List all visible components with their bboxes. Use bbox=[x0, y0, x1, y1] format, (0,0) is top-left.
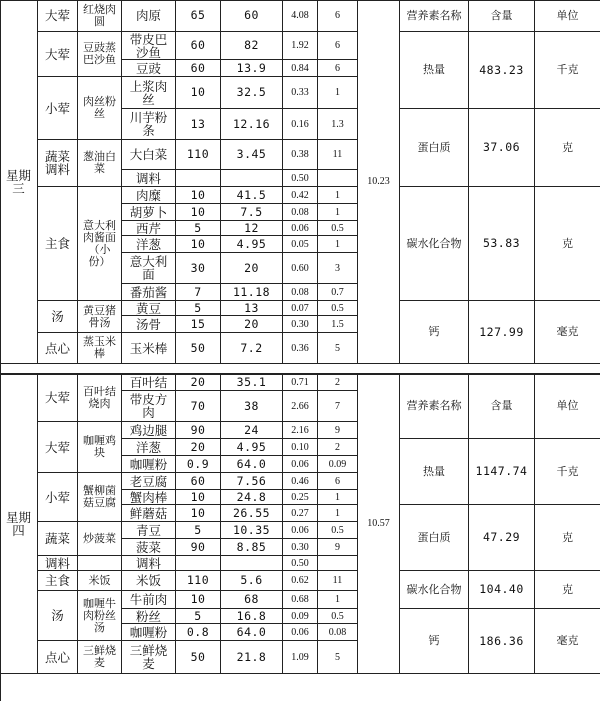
ingredient-cost: 0.06 bbox=[283, 624, 318, 641]
unit-price: 13 bbox=[221, 301, 283, 316]
ingredient-cost: 0.42 bbox=[283, 187, 318, 204]
ingredient-quantity: 10 bbox=[176, 187, 221, 204]
ingredient-cost: 0.50 bbox=[283, 556, 318, 571]
unit-price: 20 bbox=[221, 316, 283, 333]
ingredient-cost: 0.84 bbox=[283, 60, 318, 77]
ingredient-count: 3 bbox=[318, 253, 358, 284]
dish-name bbox=[78, 556, 122, 571]
dish-name: 豆豉蒸 巴沙鱼 bbox=[78, 32, 122, 77]
ingredient-cost: 0.06 bbox=[283, 522, 318, 539]
ingredient-quantity: 60 bbox=[176, 60, 221, 77]
unit-price: 7.56 bbox=[221, 473, 283, 490]
nutrient-unit: 克 bbox=[535, 187, 600, 301]
meal-category: 点心 bbox=[38, 333, 78, 364]
unit-price: 24.8 bbox=[221, 490, 283, 505]
ingredient-count: 5 bbox=[318, 333, 358, 364]
ingredient-name: 咖喱粉 bbox=[122, 624, 176, 641]
ingredient-cost: 0.30 bbox=[283, 539, 318, 556]
ingredient-name: 肉糜 bbox=[122, 187, 176, 204]
ingredient-count: 6 bbox=[318, 32, 358, 60]
unit-price: 4.95 bbox=[221, 439, 283, 456]
ingredient-name: 黄豆 bbox=[122, 301, 176, 316]
ingredient-name: 青豆 bbox=[122, 522, 176, 539]
nutrient-amount: 127.99 bbox=[469, 301, 535, 364]
nutrient-unit: 千克 bbox=[535, 32, 600, 109]
ingredient-count: 9 bbox=[318, 422, 358, 439]
ingredient-cost: 0.10 bbox=[283, 439, 318, 456]
meal-category: 大荤 bbox=[38, 374, 78, 422]
unit-price: 21.8 bbox=[221, 641, 283, 674]
meal-category: 主食 bbox=[38, 187, 78, 301]
ingredient-cost: 0.60 bbox=[283, 253, 318, 284]
unit-price: 3.45 bbox=[221, 140, 283, 170]
dish-name: 蟹柳菌 菇豆腐 bbox=[78, 473, 122, 522]
ingredient-cost: 0.07 bbox=[283, 301, 318, 316]
ingredient-cost: 0.33 bbox=[283, 77, 318, 109]
nutrient-name: 碳水化合物 bbox=[400, 571, 469, 609]
ingredient-count: 6 bbox=[318, 473, 358, 490]
ingredient-count: 0.5 bbox=[318, 522, 358, 539]
nutrient-unit: 克 bbox=[535, 109, 600, 187]
unit-price: 60 bbox=[221, 0, 283, 32]
nutrient-name: 碳水化合物 bbox=[400, 187, 469, 301]
ingredient-quantity: 0.8 bbox=[176, 624, 221, 641]
unit-price: 8.85 bbox=[221, 539, 283, 556]
ingredient-cost: 0.68 bbox=[283, 591, 318, 609]
ingredient-cost: 2.66 bbox=[283, 391, 318, 422]
unit-price bbox=[221, 556, 283, 571]
ingredient-quantity: 50 bbox=[176, 641, 221, 674]
nutrient-header-name: 营养素名称 bbox=[400, 374, 469, 439]
ingredient-cost: 1.09 bbox=[283, 641, 318, 674]
unit-price: 64.0 bbox=[221, 456, 283, 473]
ingredient-count: 0.09 bbox=[318, 456, 358, 473]
ingredient-name: 玉米棒 bbox=[122, 333, 176, 364]
unit-price: 7.5 bbox=[221, 204, 283, 221]
ingredient-cost: 0.27 bbox=[283, 505, 318, 522]
nutrient-amount: 1147.74 bbox=[469, 439, 535, 505]
meal-category: 小荤 bbox=[38, 77, 78, 140]
ingredient-quantity: 90 bbox=[176, 539, 221, 556]
unit-price: 35.1 bbox=[221, 374, 283, 391]
ingredient-cost: 1.92 bbox=[283, 32, 318, 60]
unit-price: 13.9 bbox=[221, 60, 283, 77]
meal-category: 大荤 bbox=[38, 0, 78, 32]
ingredient-name: 豆豉 bbox=[122, 60, 176, 77]
unit-price: 12 bbox=[221, 221, 283, 236]
ingredient-quantity: 70 bbox=[176, 391, 221, 422]
ingredient-count bbox=[318, 556, 358, 571]
ingredient-count: 0.5 bbox=[318, 221, 358, 236]
dish-name: 意大利 肉酱面 （小 份） bbox=[78, 187, 122, 301]
unit-price: 7.2 bbox=[221, 333, 283, 364]
ingredient-quantity: 110 bbox=[176, 571, 221, 591]
ingredient-quantity: 20 bbox=[176, 439, 221, 456]
ingredient-count: 7 bbox=[318, 391, 358, 422]
ingredient-count: 1.3 bbox=[318, 109, 358, 140]
ingredient-name: 咖喱粉 bbox=[122, 456, 176, 473]
dish-name: 百叶结 烧肉 bbox=[78, 374, 122, 422]
nutrient-amount: 47.29 bbox=[469, 505, 535, 571]
ingredient-cost: 0.36 bbox=[283, 333, 318, 364]
nutrient-name: 热量 bbox=[400, 32, 469, 109]
ingredient-name: 大白菜 bbox=[122, 140, 176, 170]
ingredient-count: 11 bbox=[318, 140, 358, 170]
ingredient-cost: 2.16 bbox=[283, 422, 318, 439]
ingredient-name: 粉丝 bbox=[122, 609, 176, 624]
unit-price: 32.5 bbox=[221, 77, 283, 109]
ingredient-cost: 0.06 bbox=[283, 221, 318, 236]
ingredient-name: 米饭 bbox=[122, 571, 176, 591]
ingredient-cost: 0.09 bbox=[283, 609, 318, 624]
ingredient-count: 5 bbox=[318, 641, 358, 674]
ingredient-count: 0.7 bbox=[318, 284, 358, 301]
ingredient-count: 0.08 bbox=[318, 624, 358, 641]
nutrient-header-unit: 单位 bbox=[535, 0, 600, 32]
unit-price: 12.16 bbox=[221, 109, 283, 140]
nutrient-header-amount: 含量 bbox=[469, 374, 535, 439]
dish-name: 蒸玉米 棒 bbox=[78, 333, 122, 364]
meal-category: 蔬菜 调料 bbox=[38, 140, 78, 187]
ingredient-quantity: 110 bbox=[176, 140, 221, 170]
ingredient-name: 三鲜烧 麦 bbox=[122, 641, 176, 674]
nutrient-unit: 毫克 bbox=[535, 301, 600, 364]
day-total-cost: 10.57 bbox=[358, 374, 400, 674]
ingredient-count: 1 bbox=[318, 187, 358, 204]
meal-category: 汤 bbox=[38, 591, 78, 641]
ingredient-count: 1.5 bbox=[318, 316, 358, 333]
ingredient-cost: 0.71 bbox=[283, 374, 318, 391]
ingredient-name: 意大利 面 bbox=[122, 253, 176, 284]
day-label: 星期 三 bbox=[0, 0, 38, 364]
ingredient-name: 调料 bbox=[122, 556, 176, 571]
unit-price: 68 bbox=[221, 591, 283, 609]
unit-price: 10.35 bbox=[221, 522, 283, 539]
ingredient-quantity: 30 bbox=[176, 253, 221, 284]
ingredient-quantity: 60 bbox=[176, 32, 221, 60]
unit-price: 24 bbox=[221, 422, 283, 439]
dish-name: 葱油白 菜 bbox=[78, 140, 122, 187]
ingredient-quantity: 50 bbox=[176, 333, 221, 364]
unit-price: 11.18 bbox=[221, 284, 283, 301]
ingredient-count: 9 bbox=[318, 539, 358, 556]
meal-category: 点心 bbox=[38, 641, 78, 674]
meal-category: 大荤 bbox=[38, 32, 78, 77]
unit-price: 16.8 bbox=[221, 609, 283, 624]
unit-price: 26.55 bbox=[221, 505, 283, 522]
ingredient-count: 1 bbox=[318, 490, 358, 505]
ingredient-quantity: 10 bbox=[176, 236, 221, 253]
day-total-cost: 10.23 bbox=[358, 0, 400, 364]
unit-price: 20 bbox=[221, 253, 283, 284]
ingredient-cost: 0.25 bbox=[283, 490, 318, 505]
ingredient-quantity: 65 bbox=[176, 0, 221, 32]
ingredient-count: 6 bbox=[318, 60, 358, 77]
meal-category: 调料 bbox=[38, 556, 78, 571]
ingredient-name: 胡萝卜 bbox=[122, 204, 176, 221]
ingredient-quantity: 90 bbox=[176, 422, 221, 439]
ingredient-cost: 0.08 bbox=[283, 284, 318, 301]
ingredient-name: 百叶结 bbox=[122, 374, 176, 391]
dish-name: 红烧肉 圆 bbox=[78, 0, 122, 32]
ingredient-quantity: 60 bbox=[176, 473, 221, 490]
ingredient-name: 牛前肉 bbox=[122, 591, 176, 609]
ingredient-name: 带皮方 肉 bbox=[122, 391, 176, 422]
ingredient-cost: 0.62 bbox=[283, 571, 318, 591]
nutrient-amount: 53.83 bbox=[469, 187, 535, 301]
ingredient-cost: 4.08 bbox=[283, 0, 318, 32]
ingredient-cost: 0.08 bbox=[283, 204, 318, 221]
ingredient-quantity: 13 bbox=[176, 109, 221, 140]
ingredient-quantity: 5 bbox=[176, 522, 221, 539]
ingredient-quantity: 10 bbox=[176, 505, 221, 522]
ingredient-count: 2 bbox=[318, 439, 358, 456]
ingredient-cost: 0.46 bbox=[283, 473, 318, 490]
nutrient-name: 热量 bbox=[400, 439, 469, 505]
ingredient-quantity: 10 bbox=[176, 77, 221, 109]
ingredient-name: 上浆肉 丝 bbox=[122, 77, 176, 109]
ingredient-count: 0.5 bbox=[318, 609, 358, 624]
ingredient-name: 鲜蘑菇 bbox=[122, 505, 176, 522]
ingredient-cost: 0.16 bbox=[283, 109, 318, 140]
ingredient-name: 鸡边腿 bbox=[122, 422, 176, 439]
dish-name: 肉丝粉 丝 bbox=[78, 77, 122, 140]
ingredient-cost: 0.50 bbox=[283, 170, 318, 187]
unit-price bbox=[221, 170, 283, 187]
ingredient-count: 11 bbox=[318, 571, 358, 591]
ingredient-name: 菠菜 bbox=[122, 539, 176, 556]
nutrient-amount: 186.36 bbox=[469, 609, 535, 674]
ingredient-quantity bbox=[176, 556, 221, 571]
ingredient-name: 汤骨 bbox=[122, 316, 176, 333]
ingredient-count: 1 bbox=[318, 236, 358, 253]
meal-category: 汤 bbox=[38, 301, 78, 333]
ingredient-count bbox=[318, 170, 358, 187]
nutrient-amount: 104.40 bbox=[469, 571, 535, 609]
ingredient-quantity: 10 bbox=[176, 490, 221, 505]
nutrient-amount: 37.06 bbox=[469, 109, 535, 187]
ingredient-count: 1 bbox=[318, 591, 358, 609]
unit-price: 82 bbox=[221, 32, 283, 60]
unit-price: 64.0 bbox=[221, 624, 283, 641]
ingredient-quantity: 10 bbox=[176, 204, 221, 221]
nutrient-name: 钙 bbox=[400, 609, 469, 674]
nutrient-header-unit: 单位 bbox=[535, 374, 600, 439]
ingredient-quantity: 5 bbox=[176, 301, 221, 316]
meal-category: 大荤 bbox=[38, 422, 78, 473]
nutrient-amount: 483.23 bbox=[469, 32, 535, 109]
ingredient-count: 1 bbox=[318, 204, 358, 221]
ingredient-name: 老豆腐 bbox=[122, 473, 176, 490]
nutrient-unit: 毫克 bbox=[535, 609, 600, 674]
ingredient-name: 蟹肉棒 bbox=[122, 490, 176, 505]
nutrient-name: 蛋白质 bbox=[400, 505, 469, 571]
unit-price: 4.95 bbox=[221, 236, 283, 253]
ingredient-quantity: 15 bbox=[176, 316, 221, 333]
ingredient-name: 川芋粉 条 bbox=[122, 109, 176, 140]
nutrient-name: 钙 bbox=[400, 301, 469, 364]
dish-name: 米饭 bbox=[78, 571, 122, 591]
ingredient-cost: 0.38 bbox=[283, 140, 318, 170]
ingredient-count: 0.5 bbox=[318, 301, 358, 316]
nutrient-unit: 克 bbox=[535, 571, 600, 609]
meal-category: 蔬菜 bbox=[38, 522, 78, 556]
unit-price: 41.5 bbox=[221, 187, 283, 204]
dish-name: 三鲜烧 麦 bbox=[78, 641, 122, 674]
meal-category: 小荤 bbox=[38, 473, 78, 522]
ingredient-count: 1 bbox=[318, 505, 358, 522]
nutrient-header-amount: 含量 bbox=[469, 0, 535, 32]
ingredient-cost: 0.30 bbox=[283, 316, 318, 333]
day-label: 星期 四 bbox=[0, 374, 38, 674]
ingredient-count: 1 bbox=[318, 77, 358, 109]
ingredient-quantity: 10 bbox=[176, 591, 221, 609]
dish-name: 炒菠菜 bbox=[78, 522, 122, 556]
nutrient-unit: 千克 bbox=[535, 439, 600, 505]
ingredient-cost: 0.05 bbox=[283, 236, 318, 253]
dish-name: 咖喱牛 肉粉丝 汤 bbox=[78, 591, 122, 641]
ingredient-name: 洋葱 bbox=[122, 236, 176, 253]
ingredient-cost: 0.06 bbox=[283, 456, 318, 473]
ingredient-count: 2 bbox=[318, 374, 358, 391]
ingredient-name: 调料 bbox=[122, 170, 176, 187]
nutrient-header-name: 营养素名称 bbox=[400, 0, 469, 32]
ingredient-quantity: 20 bbox=[176, 374, 221, 391]
ingredient-count: 6 bbox=[318, 0, 358, 32]
dish-name: 黄豆猪 骨汤 bbox=[78, 301, 122, 333]
ingredient-name: 洋葱 bbox=[122, 439, 176, 456]
ingredient-quantity: 5 bbox=[176, 221, 221, 236]
unit-price: 5.6 bbox=[221, 571, 283, 591]
meal-category: 主食 bbox=[38, 571, 78, 591]
ingredient-name: 番茄酱 bbox=[122, 284, 176, 301]
ingredient-name: 西芹 bbox=[122, 221, 176, 236]
ingredient-quantity: 0.9 bbox=[176, 456, 221, 473]
nutrient-name: 蛋白质 bbox=[400, 109, 469, 187]
ingredient-quantity: 7 bbox=[176, 284, 221, 301]
nutrient-unit: 克 bbox=[535, 505, 600, 571]
ingredient-name: 肉原 bbox=[122, 0, 176, 32]
ingredient-quantity: 5 bbox=[176, 609, 221, 624]
dish-name: 咖喱鸡 块 bbox=[78, 422, 122, 473]
ingredient-quantity bbox=[176, 170, 221, 187]
ingredient-name: 带皮巴 沙鱼 bbox=[122, 32, 176, 60]
unit-price: 38 bbox=[221, 391, 283, 422]
day-separator bbox=[0, 373, 600, 375]
